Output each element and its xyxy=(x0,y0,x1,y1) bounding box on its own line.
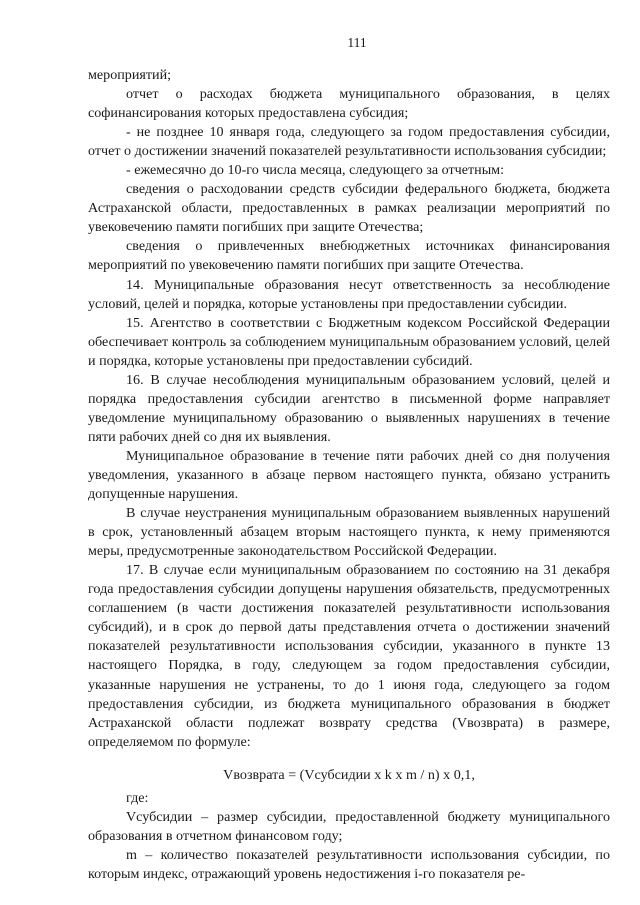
paragraph-6: 14. Муниципальные образования несут ответственность за несоблюдение условий, целей и порядка, которые установлены при предоставлении субсидии. xyxy=(88,276,610,312)
document-page xyxy=(88,34,610,884)
paragraph-2: - не позднее 10 января года, следующего за годом предоставления субсидии, отчет о достижении значений показателей результативности использования субсидии; xyxy=(88,124,610,160)
paragraph-1: отчет о расходах бюджета муниципального образования, в целях софинансирования которых предоставлена субсидия; xyxy=(88,86,610,122)
paragraph-4: сведения о расходовании средств субсидии федерального бюджета, бюджета Астраханской области, предоставленных в рамках реализации мероприятий по увековечению памяти погибших при защите Отечества; xyxy=(88,181,610,236)
paragraph-after-2: m – количество показателей результативности использования субсидии, по которым индекс, отражающий уровень недостижения i-го показателя ре- xyxy=(88,846,610,882)
paragraph-9: Муниципальное образование в течение пяти рабочих дней со дня получения уведомления, указанного в абзаце первом настоящего пункта, обязано устранить допущенные нарушения. xyxy=(88,447,610,503)
paragraph-11: 17. В случае если муниципальным образованием по состоянию на 31 декабря года предоставления субсидии допущены нарушения обязательств, предусмотренных соглашением (в части достижения показателей результативности использования субсидий), и в срок до первой даты представления отчета о достижении значений показателей результативности использования субсидии, указанного в пункте 13 настоящего Порядка, в году, следующем за годом предоставления субсидии, указанные нарушения не устранены, то до 1 июня года, следующего за годом предоставления субсидии, из бюджета муниципального образования в бюджет Астраханской области подлежат возврату средства (Vвозврата) в размере, определяемом по формуле: xyxy=(88,562,610,750)
paragraph-3: - ежемесячно до 10-го числа месяца, следующего за отчетным: xyxy=(126,162,505,179)
paragraph-after-1: Vсубсидии – размер субсидии, предоставленной бюджету муниципального образования в отчетном финансовом году; xyxy=(88,808,610,844)
paragraph-5: сведения о привлеченных внебюджетных источниках финансирования мероприятий по увековечению памяти погибших при защите Отечества. xyxy=(88,238,610,274)
page-number: 111 xyxy=(347,35,367,50)
formula: Vвозврата = (Vсубсидии x k x m / n) x 0,1, xyxy=(223,766,475,783)
paragraph-after-0: где: xyxy=(126,789,149,806)
document-body xyxy=(88,66,610,884)
paragraph-10: В случае неустранения муниципальным образованием выявленных нарушений в срок, установленный абзацем вторым настоящего пункта, к нему применяются меры, предусмотренные законодательством Российской Федерации. xyxy=(88,505,610,560)
paragraph-8: 16. В случае несоблюдения муниципальным образованием условий, целей и порядка предоставления субсидии агентство в письменной форме направляет уведомление муниципальному образованию о выявленных нарушениях в течение пяти рабочих дней со дня их выявления. xyxy=(88,371,610,445)
paragraph-0: мероприятий; xyxy=(88,67,172,83)
paragraph-7: 15. Агентство в соответствии с Бюджетным кодексом Российской Федерации обеспечивает контроль за соблюдением муниципальным образованием условий, целей и порядка, которые установлены при предоставлении субсидий. xyxy=(88,314,610,369)
